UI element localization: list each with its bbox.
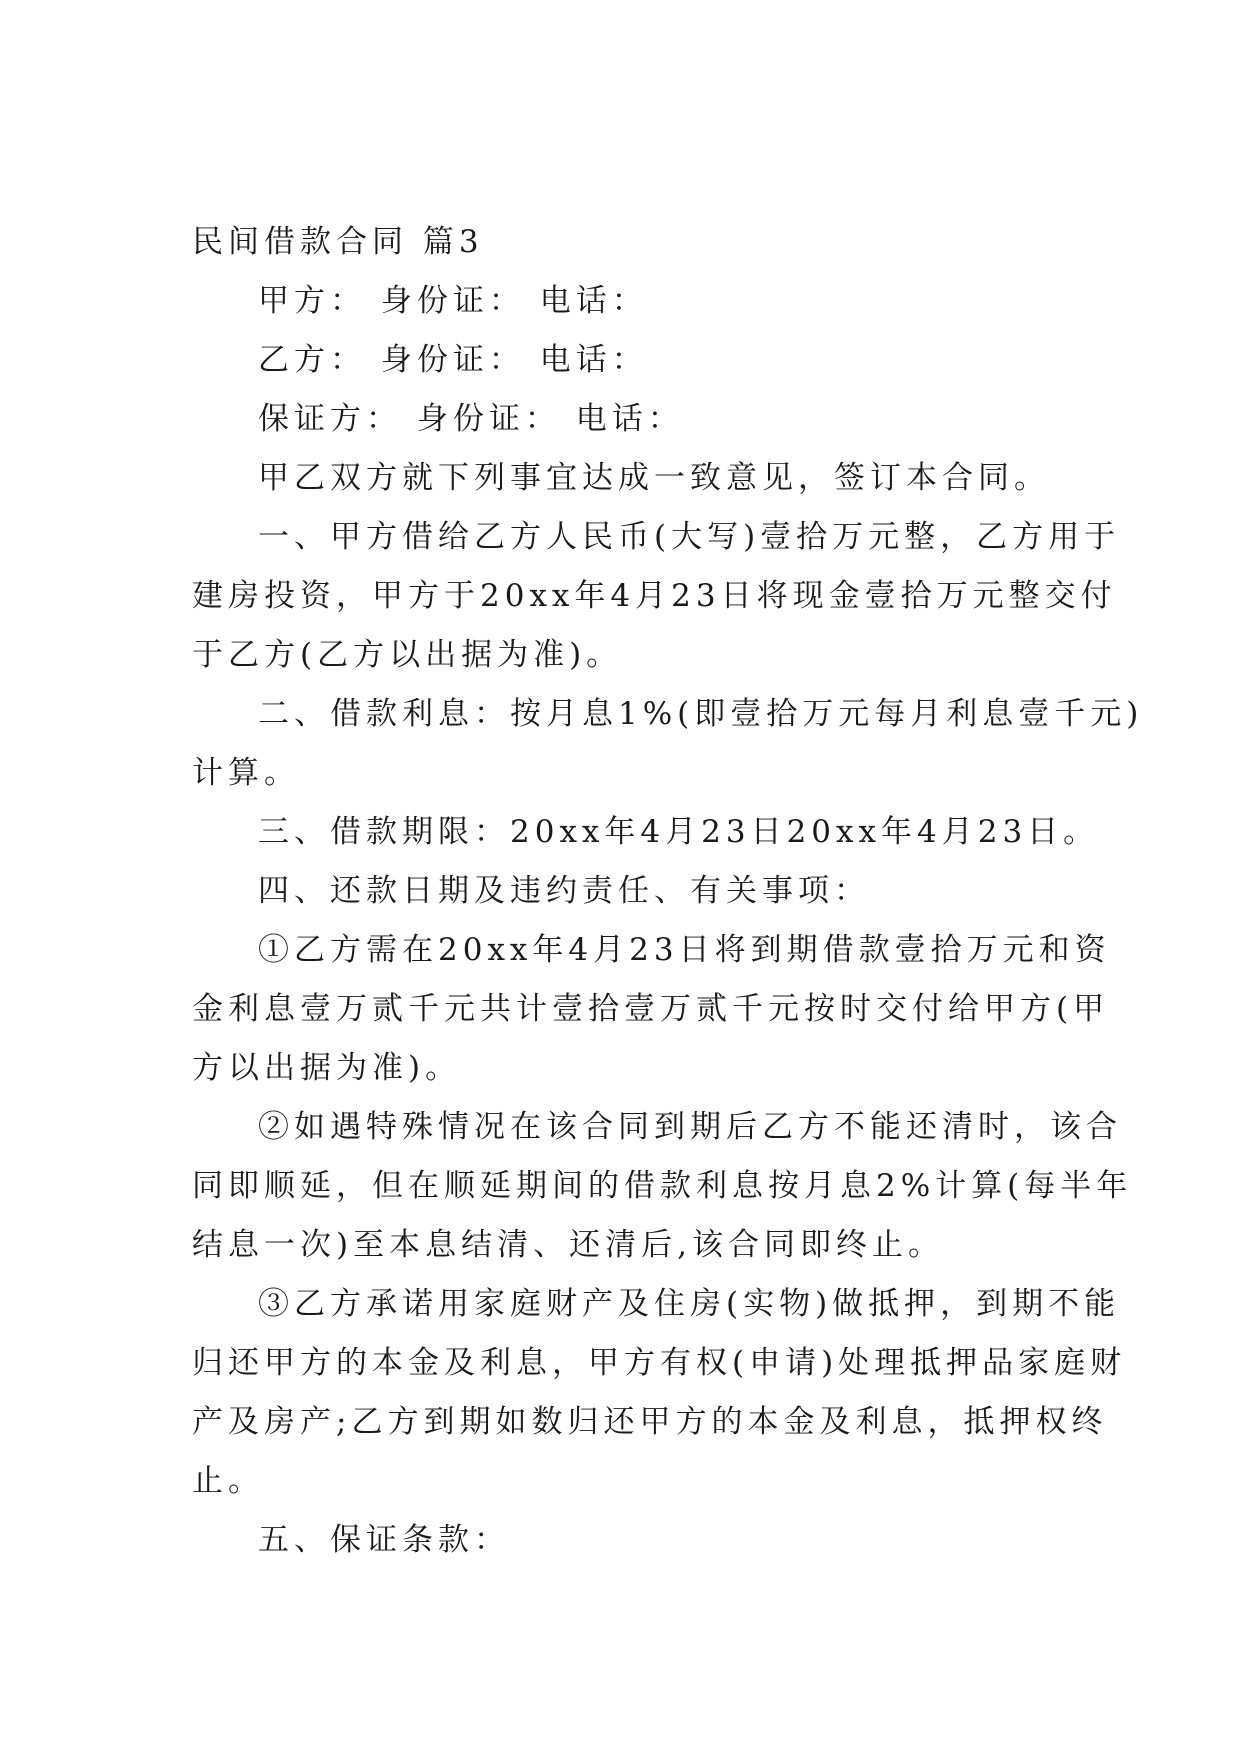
clause-4-heading: 四、还款日期及违约责任、有关事项： — [258, 873, 870, 909]
clause-4-item-2-line-1: ②如遇特殊情况在该合同到期后乙方不能还清时，该合 — [258, 1109, 1122, 1145]
guarantor-line: 保证方： 身份证： 电话： — [258, 401, 684, 437]
party-b-line: 乙方： 身份证： 电话： — [258, 342, 648, 378]
clause-4-item-3-line-2: 归还甲方的本金及利息，甲方有权(申请)处理抵押品家庭财 — [192, 1345, 1127, 1381]
clause-4-item-1-line-1: ①乙方需在20xx年4月23日将到期借款壹拾万元和资 — [258, 932, 1111, 968]
clause-4-item-2-line-2: 同即顺延，但在顺延期间的借款利息按月息2%计算(每半年 — [192, 1168, 1133, 1204]
clause-4-item-3-line-3: 产及房产;乙方到期如数归还甲方的本金及利息，抵押权终 — [192, 1404, 1108, 1440]
clause-2-line-2: 计算。 — [192, 755, 300, 791]
clause-1-line-2: 建房投资，甲方于20xx年4月23日将现金壹拾万元整交付 — [192, 578, 1117, 614]
clause-4-item-1-line-3: 方以出据为准)。 — [192, 1050, 462, 1086]
clause-2-line-1: 二、借款利息：按月息1%(即壹拾万元每月利息壹千元) — [258, 696, 1144, 732]
clause-4-item-3-line-4: 止。 — [192, 1463, 264, 1499]
party-a-line: 甲方： 身份证： 电话： — [258, 283, 648, 319]
clause-1-line-1: 一、甲方借给乙方人民币(大写)壹拾万元整，乙方用于 — [258, 519, 1121, 555]
document-title: 民间借款合同 篇3 — [192, 224, 484, 260]
clause-4-item-2-line-3: 结息一次)至本息结清、还清后,该合同即终止。 — [192, 1227, 944, 1263]
agreement-intro: 甲乙双方就下列事宜达成一致意见，签订本合同。 — [258, 460, 1050, 496]
clause-1-line-3: 于乙方(乙方以出据为准)。 — [192, 637, 623, 673]
clause-4-item-3-line-1: ③乙方承诺用家庭财产及住房(实物)做抵押，到期不能 — [258, 1286, 1121, 1322]
clause-5-heading: 五、保证条款： — [258, 1522, 510, 1558]
clause-3-line: 三、借款期限：20xx年4月23日20xx年4月23日。 — [258, 814, 1100, 850]
clause-4-item-1-line-2: 金利息壹万贰千元共计壹拾壹万贰千元按时交付给甲方(甲 — [192, 991, 1110, 1027]
